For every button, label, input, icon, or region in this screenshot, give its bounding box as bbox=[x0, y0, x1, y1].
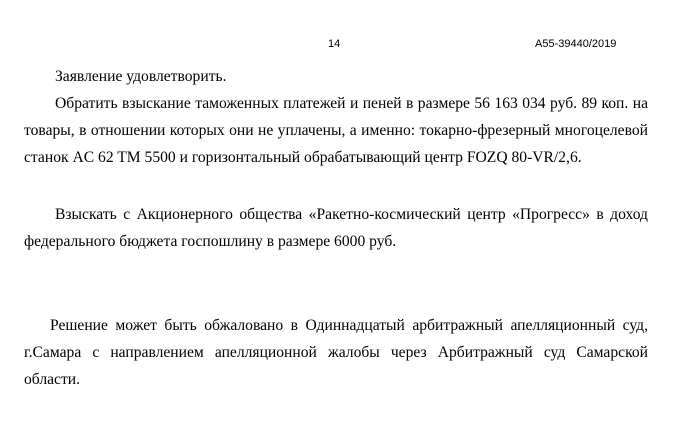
case-number: А55-39440/2019 bbox=[535, 38, 617, 50]
paragraph-customs-payments: Обратить взыскание таможенных платежей и пеней в размере 56 163 034 руб. 89 коп. на товары, в отношении которых они не уплачены, а именно: токарно-фрезерный многоцелевой станок AC 62 TM 5500 и горизонтальный обрабатывающий центр FOZQ 80-VR/2,6. bbox=[24, 95, 648, 166]
paragraph-decision: Заявление удовлетворить. bbox=[55, 68, 227, 85]
page-number: 14 bbox=[328, 38, 341, 50]
paragraph-appeal: Решение может быть обжаловано в Одиннадцатый арбитражный апелляционный суд, г.Самара с направлением апелляционной жалобы через Арбитражный суд Самарской области. bbox=[24, 317, 648, 388]
paragraph-state-duty: Взыскать с Акционерного общества «Ракетно-космический центр «Прогресс» в доход федерального бюджета госпошлину в размере 6000 руб. bbox=[24, 206, 648, 250]
